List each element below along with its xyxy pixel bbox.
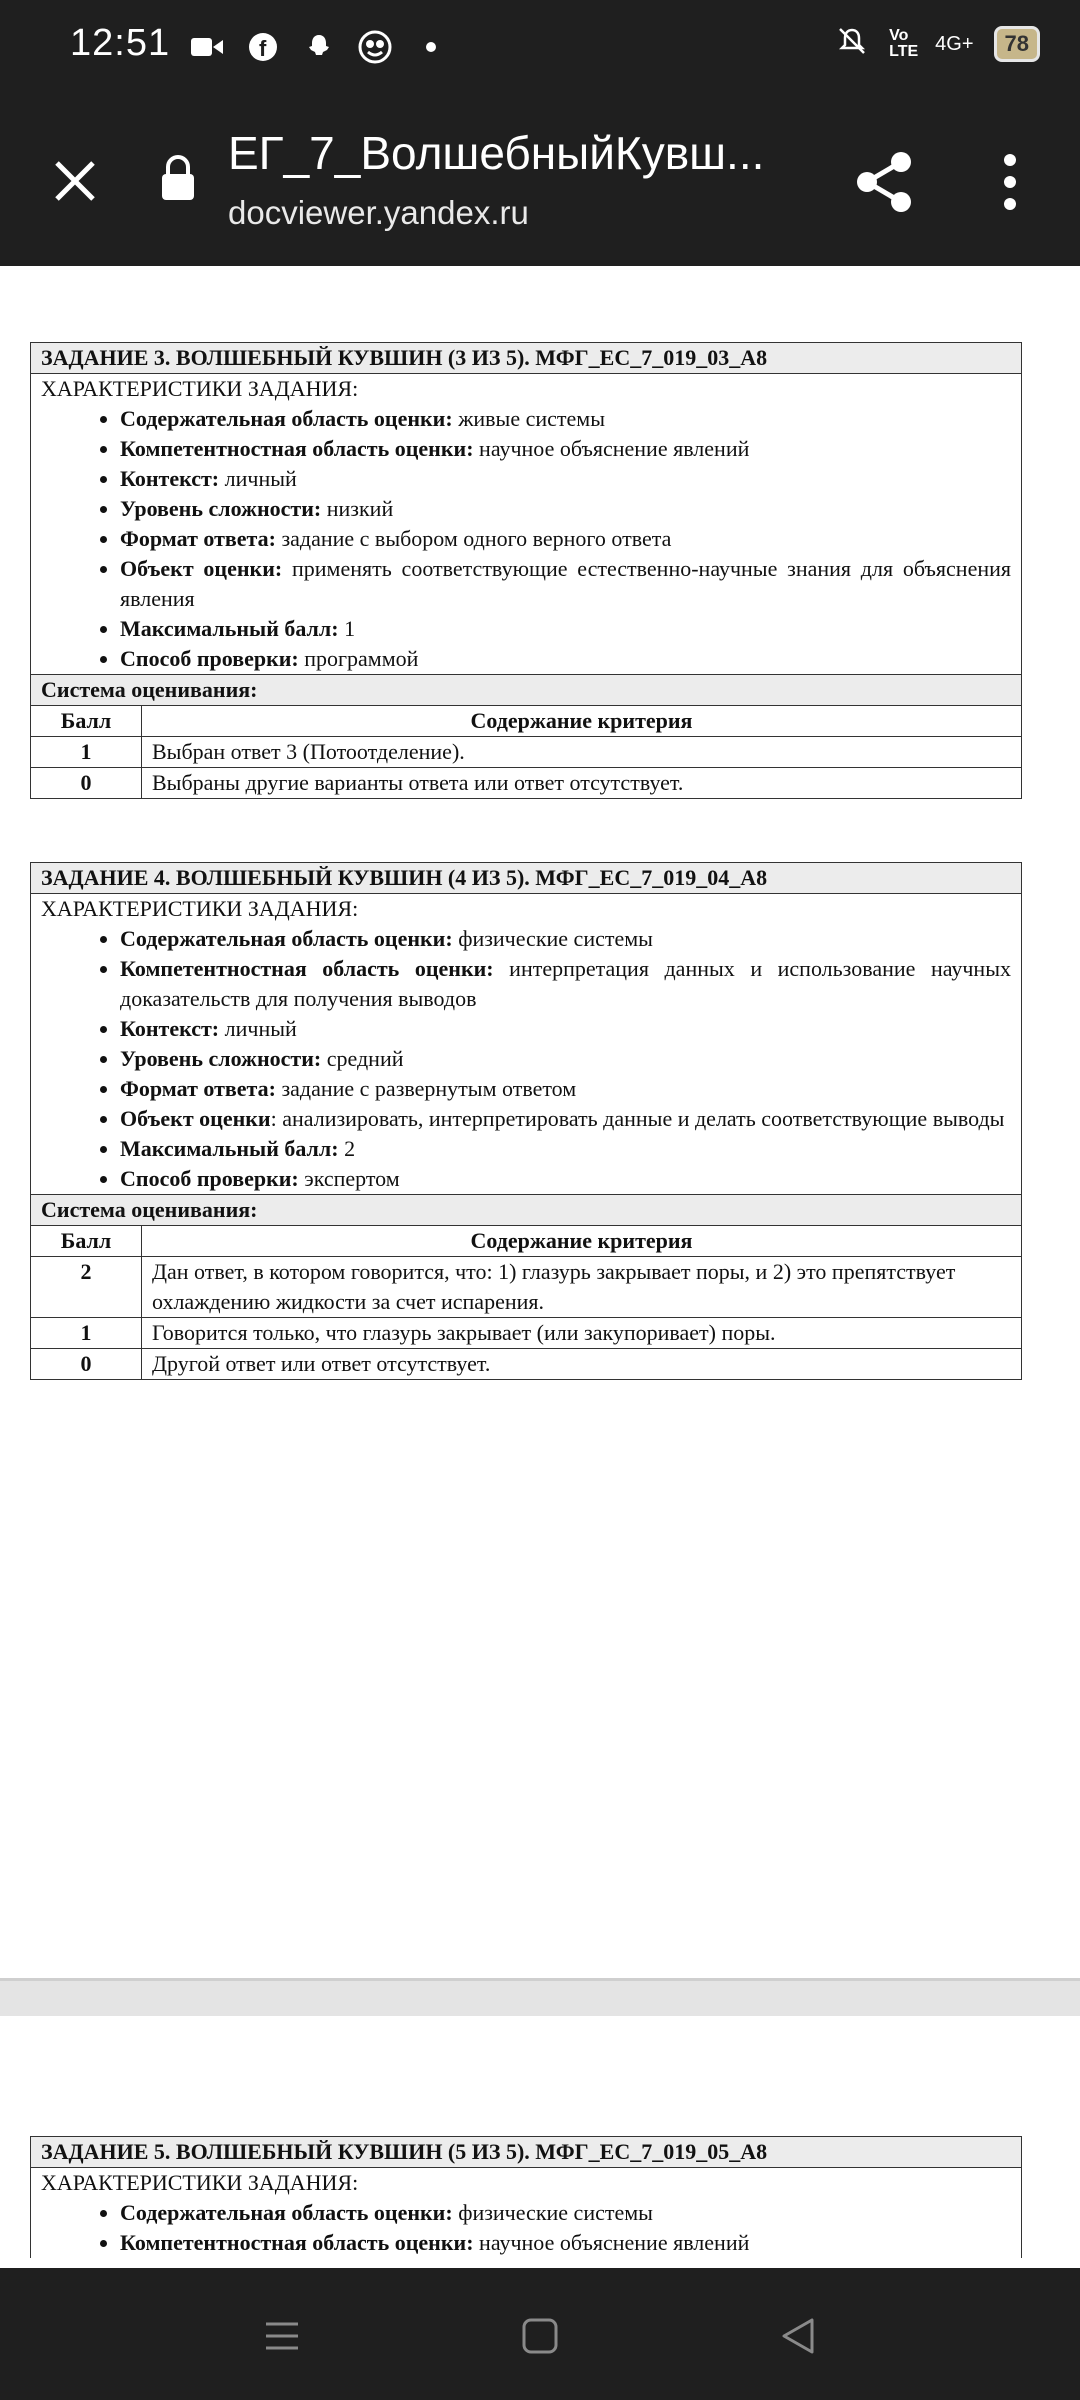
facebook-icon (246, 30, 280, 64)
list-item: • Объект оценки: применять соответствующие естественно-научные знания для объяснения явления (120, 554, 1011, 614)
list-item: • Формат ответа: задание с развернутым ответом (120, 1074, 1011, 1104)
grading-table (31, 705, 1021, 798)
column-header: Балл (31, 706, 142, 737)
criterion-cell: Выбраны другие варианты ответа или ответ отсутствует. (142, 768, 1022, 799)
list-item: • Содержательная область оценки: физические системы (120, 924, 1011, 954)
table-row (31, 1257, 1021, 1318)
task-block-5 (30, 2136, 1022, 2258)
criterion-cell: Другой ответ или ответ отсутствует. (142, 1349, 1022, 1380)
list-item: • Формат ответа: задание с выбором одного верного ответа (120, 524, 1011, 554)
list-item: • Содержательная область оценки: физические системы (120, 2198, 1011, 2228)
notification-icons (190, 30, 448, 64)
list-item: • Максимальный балл: 2 (120, 1134, 1011, 1164)
menu-icon (262, 2316, 302, 2356)
table-header-row (31, 706, 1021, 737)
task-block-4 (30, 862, 1022, 1380)
sticker-icon (358, 30, 392, 64)
table-row (31, 1349, 1021, 1380)
lock-icon (160, 154, 210, 210)
video-icon (190, 30, 224, 64)
score-cell: 1 (31, 1318, 142, 1349)
document-page-2[interactable] (0, 2016, 1080, 2266)
characteristics-list (31, 404, 1021, 674)
close-icon (51, 157, 99, 205)
status-time: 12:51 (70, 22, 171, 64)
table-header-row (31, 1226, 1021, 1257)
page-separator (0, 1978, 1080, 2019)
document-url: docviewer.yandex.ru (228, 194, 529, 231)
table-row (31, 768, 1021, 799)
share-button[interactable] (845, 142, 925, 222)
svg-text:f: f (259, 36, 267, 61)
grading-title: Система оценивания: (31, 1194, 1021, 1225)
home-button[interactable] (510, 2306, 570, 2366)
more-options-button[interactable] (985, 142, 1035, 222)
characteristics-title: ХАРАКТЕРИСТИКИ ЗАДАНИЯ: (41, 376, 359, 401)
score-cell: 0 (31, 1349, 142, 1380)
document-title: ЕГ_7_ВолшебныйКувш... (228, 127, 765, 179)
home-icon (520, 2316, 560, 2356)
score-cell: 1 (31, 737, 142, 768)
score-cell: 2 (31, 1257, 142, 1318)
list-item: • Компетентностная область оценки: научное объяснение явлений (120, 434, 1011, 464)
status-bar (0, 0, 1080, 96)
list-item: • Компетентностная область оценки: научное объяснение явлений (120, 2228, 1011, 2258)
table-row (31, 737, 1021, 768)
score-cell: 0 (31, 768, 142, 799)
list-item: • Содержательная область оценки: живые системы (120, 404, 1011, 434)
grading-table (31, 1225, 1021, 1379)
snapchat-icon (302, 30, 336, 64)
navigation-bar (0, 2268, 1080, 2400)
characteristics-title: ХАРАКТЕРИСТИКИ ЗАДАНИЯ: (41, 2170, 359, 2195)
characteristics-list (31, 924, 1021, 1194)
dot-icon (414, 30, 448, 64)
task-header: ЗАДАНИЕ 3. ВОЛШЕБНЫЙ КУВШИН (3 ИЗ 5). МФГ_ЕС_7_019_03_А8 (31, 343, 1021, 374)
document-page[interactable] (0, 266, 1080, 1976)
characteristics-title: ХАРАКТЕРИСТИКИ ЗАДАНИЯ: (41, 896, 359, 921)
column-header: Содержание критерия (142, 1226, 1022, 1257)
list-item: • Способ проверки: экспертом (120, 1164, 1011, 1194)
mute-icon (835, 26, 869, 62)
criterion-cell: Говорится только, что глазурь закрывает (или закупоривает) поры. (142, 1318, 1022, 1349)
system-status (835, 26, 1040, 62)
back-button[interactable] (768, 2306, 828, 2366)
column-header: Содержание критерия (142, 706, 1022, 737)
network-label: 4G+ (935, 32, 974, 55)
share-icon (845, 142, 925, 222)
criterion-cell: Дан ответ, в котором говорится, что: 1) глазурь закрывает поры, и 2) это препятствует охлаждению жидкости за счет испарения. (142, 1257, 1022, 1318)
list-item: • Уровень сложности: средний (120, 1044, 1011, 1074)
list-item: • Компетентностная область оценки: интерпретация данных и использование научных доказательств для получения выводов (120, 954, 1011, 1014)
list-item: • Контекст: личный (120, 1014, 1011, 1044)
task-block-3 (30, 342, 1022, 799)
task-header: ЗАДАНИЕ 5. ВОЛШЕБНЫЙ КУВШИН (5 ИЗ 5). МФГ_ЕС_7_019_05_А8 (31, 2137, 1021, 2168)
back-icon (778, 2316, 818, 2356)
app-bar (0, 96, 1080, 266)
recent-apps-button[interactable] (252, 2306, 312, 2366)
criterion-cell: Выбран ответ 3 (Потоотделение). (142, 737, 1022, 768)
battery-indicator: 78 (994, 26, 1040, 62)
column-header: Балл (31, 1226, 142, 1257)
list-item: • Уровень сложности: низкий (120, 494, 1011, 524)
more-vert-icon (985, 142, 1035, 222)
list-item: • Способ проверки: программой (120, 644, 1011, 674)
characteristics-list (31, 2198, 1021, 2258)
task-header: ЗАДАНИЕ 4. ВОЛШЕБНЫЙ КУВШИН (4 ИЗ 5). МФГ_ЕС_7_019_04_А8 (31, 863, 1021, 894)
list-item: • Максимальный балл: 1 (120, 614, 1011, 644)
close-button[interactable] (40, 146, 110, 216)
list-item: • Объект оценки: анализировать, интерпретировать данные и делать соответствующие выводы (120, 1104, 1011, 1134)
list-item: • Контекст: личный (120, 464, 1011, 494)
grading-title: Система оценивания: (31, 674, 1021, 705)
table-row (31, 1318, 1021, 1349)
volte-label: Vo LTE (889, 27, 919, 60)
